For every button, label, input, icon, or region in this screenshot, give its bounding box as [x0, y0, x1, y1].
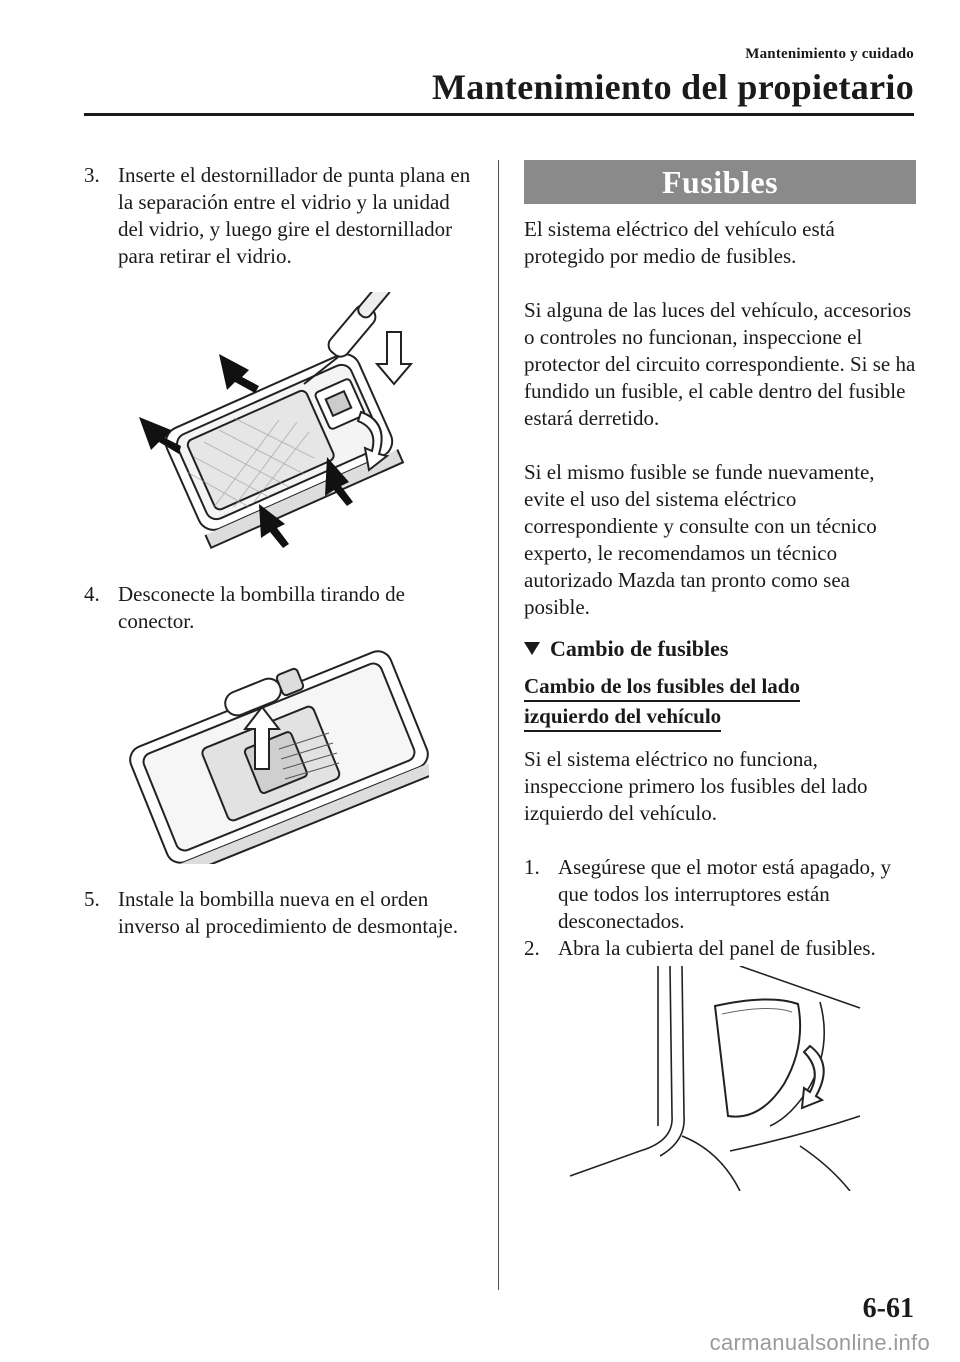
left-column: [84, 162, 474, 940]
step-number: 4.: [84, 582, 100, 606]
step-4: [84, 581, 474, 635]
sub-heading-text: Cambio de fusibles: [550, 636, 729, 661]
step-5: [84, 886, 474, 940]
section-banner: Fusibles: [524, 160, 916, 204]
step-number: 3.: [84, 163, 100, 187]
section-title: Mantenimiento y cuidado: [745, 46, 914, 62]
fuse-panel-cover-illustration: [570, 966, 870, 1191]
lamp-lens-removal-illustration: [129, 292, 429, 567]
step-number: 2.: [524, 936, 540, 960]
underlined-heading-line: Cambio de los fusibles del lado: [524, 672, 800, 702]
paragraph: Si el sistema eléctrico no funciona, inspeccione primero los fusibles del lado izquierdo del vehículo.: [524, 747, 868, 825]
step-3: [84, 162, 474, 270]
watermark: carmanualsonline.info: [709, 1330, 930, 1355]
page-title: Mantenimiento del propietario: [432, 67, 914, 107]
step-text: Instale la bombilla nueva en el orden inverso al procedimiento de desmontaje.: [118, 887, 458, 938]
paragraph: El sistema eléctrico del vehículo está protegido por medio de fusibles.: [524, 217, 835, 268]
step-1: [524, 854, 916, 935]
bulb-connector-illustration: [129, 649, 429, 864]
underlined-heading-line: izquierdo del vehículo: [524, 702, 721, 732]
sub-heading: [524, 635, 916, 662]
right-column: [524, 160, 916, 1191]
step-2: [524, 935, 916, 962]
underlined-heading: [524, 672, 916, 732]
step-number: 5.: [84, 887, 100, 911]
triangle-marker-icon: [524, 642, 540, 655]
page-number: 6-61: [862, 1293, 914, 1324]
step-number: 1.: [524, 855, 540, 879]
step-text: Inserte el destornillador de punta plana en la separación entre el vidrio y la unidad del vidrio, y luego gire el destornillador para retirar el vidrio.: [118, 163, 471, 268]
paragraph: Si alguna de las luces del vehículo, accesorios o controles no funcionan, inspeccione el protector del circuito correspondiente. Si se ha fundido un fusible, el cable dentro del fusible estará derretido.: [524, 298, 916, 430]
step-text: Desconecte la bombilla tirando de conector.: [118, 582, 405, 633]
column-divider: [498, 160, 499, 1290]
header-rule: [84, 113, 914, 116]
step-text: Abra la cubierta del panel de fusibles.: [558, 936, 876, 960]
paragraph: Si el mismo fusible se funde nuevamente, evite el uso del sistema eléctrico correspondiente y consulte con un técnico experto, le recomendamos un técnico autorizado Mazda tan pronto como sea posible.: [524, 460, 877, 619]
step-text: Asegúrese que el motor está apagado, y que todos los interruptores están desconectados.: [558, 855, 891, 933]
